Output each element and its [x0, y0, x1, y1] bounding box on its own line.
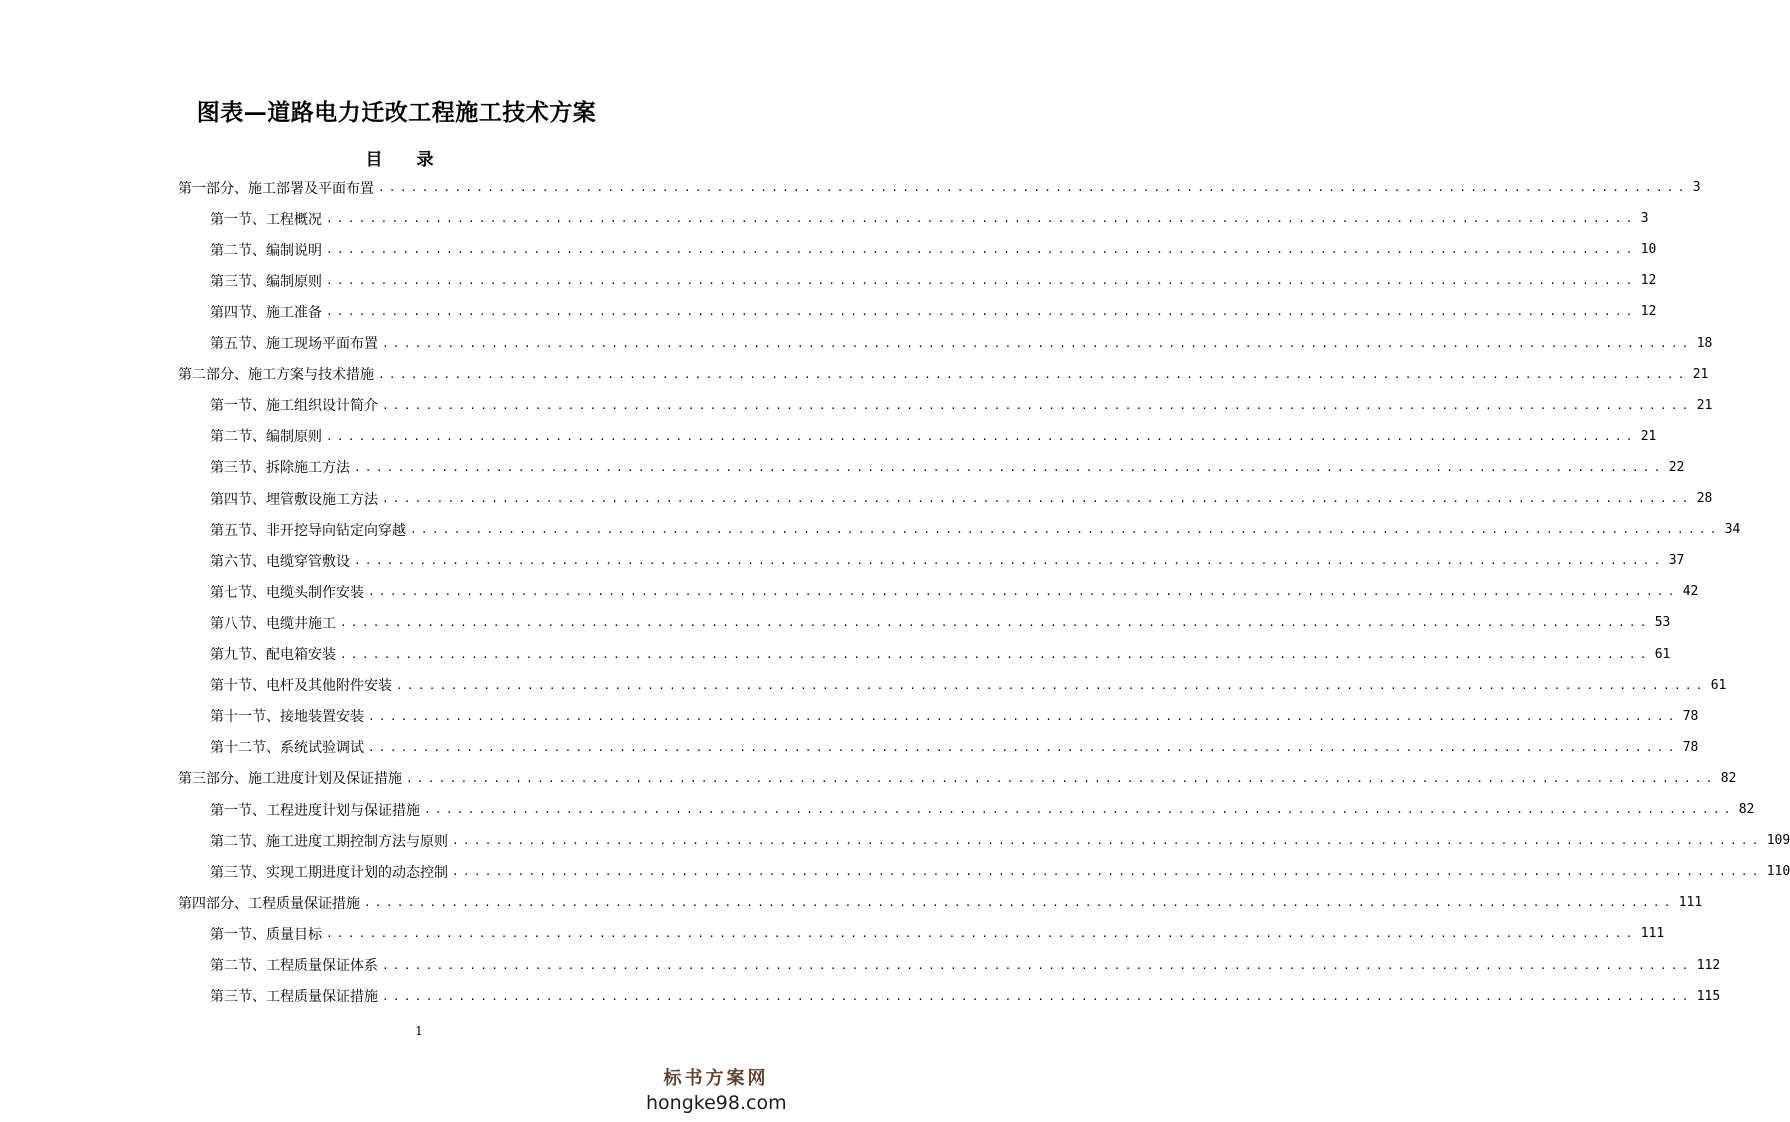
- toc-entry-page: 111: [1678, 895, 1703, 911]
- toc-entry-label: 第九节、配电箱安装: [210, 647, 336, 663]
- toc-entry[interactable]: [178, 887, 1703, 918]
- toc-entry-page: 82: [1720, 770, 1737, 786]
- toc-entry-page: 78: [1682, 708, 1699, 724]
- toc-entry-label: 第一节、施工组织设计简介: [210, 398, 378, 415]
- toc-dot-leader: ........................................................................................................................: [326, 212, 1637, 226]
- toc-dot-leader: ........................................................................................................................: [368, 585, 1679, 599]
- toc-entry-page: 21: [1692, 366, 1709, 382]
- toc-entry[interactable]: [178, 763, 1737, 794]
- toc-entry-page: 18: [1696, 335, 1713, 351]
- toc-entry[interactable]: [210, 825, 1790, 856]
- toc-dot-leader: ........................................................................................................................: [378, 367, 1689, 381]
- toc-dot-leader: ........................................................................................................................: [382, 989, 1693, 1003]
- toc-entry-page: 21: [1696, 397, 1713, 413]
- toc-entry-label: 第二部分、施工方案与技术措施: [178, 367, 374, 384]
- toc-entry-page: 22: [1668, 459, 1685, 475]
- toc-entry-page: 34: [1724, 522, 1741, 538]
- watermark-logo: [646, 1068, 786, 1116]
- toc-entry[interactable]: [210, 514, 1741, 545]
- toc-entry[interactable]: [210, 981, 1721, 1012]
- toc-dot-leader: ........................................................................................................................: [368, 740, 1679, 754]
- watermark-text-cn: 标书方案网: [663, 1068, 769, 1089]
- toc-entry-page: 112: [1696, 957, 1721, 973]
- toc-entry-label: 第四部分、工程质量保证措施: [178, 895, 360, 912]
- toc-entry[interactable]: [210, 576, 1699, 607]
- toc-entry[interactable]: [210, 918, 1665, 949]
- toc-entry[interactable]: [210, 452, 1685, 483]
- toc-dot-leader: ........................................................................................................................: [340, 616, 1651, 630]
- toc-entry-label: 第三节、工程质量保证措施: [210, 989, 378, 1006]
- toc-entry-label: 第二节、施工进度工期控制方法与原则: [210, 833, 448, 850]
- toc-dot-leader: ........................................................................................................................: [340, 647, 1651, 661]
- toc-entry-label: 第三节、拆除施工方法: [210, 460, 350, 477]
- toc-entry[interactable]: [210, 670, 1727, 701]
- toc-entry-label: 第五节、非开挖导向钻定向穿越: [210, 522, 406, 539]
- toc-entry-label: 第二节、编制说明: [210, 242, 322, 259]
- toc-entry[interactable]: [210, 421, 1657, 452]
- toc-dot-leader: ........................................................................................................................: [396, 678, 1707, 692]
- toc-entry-page: 12: [1640, 273, 1657, 289]
- toc-entry-page: 110: [1766, 864, 1790, 880]
- toc-dot-leader: ........................................................................................................................: [382, 398, 1693, 412]
- toc-dot-leader: ........................................................................................................................: [326, 927, 1637, 941]
- toc-dot-leader: ........................................................................................................................: [368, 709, 1679, 723]
- toc-entry[interactable]: [210, 545, 1685, 576]
- toc-entry-label: 第六节、电缆穿管敷设: [210, 553, 350, 570]
- toc-entry-label: 第十节、电杆及其他附件安装: [210, 678, 392, 695]
- toc-entry[interactable]: [178, 172, 1701, 203]
- toc-entry-page: 78: [1682, 739, 1699, 755]
- toc-dot-leader: ........................................................................................................................: [410, 523, 1721, 537]
- toc-entry-label: 第八节、电缆井施工: [210, 615, 336, 632]
- toc-entry-label: 第十二节、系统试验调试: [210, 740, 364, 757]
- toc-entry-label: 第一部分、施工部署及平面布置: [178, 180, 374, 197]
- toc-entry[interactable]: [210, 390, 1713, 421]
- watermark-text-en: hongke98.com: [646, 1092, 787, 1114]
- toc-entry-label: 第四节、埋管敷设施工方法: [210, 491, 378, 508]
- page-title: 图表—道路电力迁改工程施工技术方案: [196, 99, 597, 126]
- toc-entry-page: 61: [1710, 677, 1727, 693]
- toc-entry-page: 3: [1640, 211, 1649, 227]
- toc-entry[interactable]: [210, 701, 1699, 732]
- toc-entry[interactable]: [210, 328, 1713, 359]
- toc-entry-label: 第一节、工程概况: [210, 211, 322, 228]
- toc-entry[interactable]: [210, 234, 1657, 265]
- toc-entry-label: 第五节、施工现场平面布置: [210, 336, 378, 352]
- page-number: 1: [415, 1024, 423, 1038]
- toc-entry-page: 10: [1640, 242, 1657, 258]
- toc-dot-leader: ........................................................................................................................: [452, 865, 1763, 879]
- toc-dot-leader: ........................................................................................................................: [354, 554, 1665, 568]
- toc-entry-label: 第一节、质量目标: [210, 926, 322, 943]
- toc-heading: 目 录: [365, 150, 448, 170]
- toc-entry[interactable]: [210, 794, 1755, 825]
- toc-entry-page: 3: [1692, 180, 1701, 195]
- toc-entry-page: 53: [1654, 615, 1671, 631]
- toc-entry[interactable]: [210, 203, 1649, 234]
- toc-dot-leader: ........................................................................................................................: [382, 492, 1693, 505]
- toc-entry-label: 第三节、实现工期进度计划的动态控制: [210, 864, 448, 881]
- toc-entry[interactable]: [210, 856, 1790, 887]
- toc-entry-label: 第二节、编制原则: [210, 429, 322, 446]
- toc-entry[interactable]: [178, 359, 1709, 390]
- toc-entry-page: 109: [1766, 833, 1790, 849]
- toc-entry[interactable]: [210, 607, 1671, 638]
- toc-entry-page: 21: [1640, 428, 1657, 444]
- toc-dot-leader: ........................................................................................................................: [326, 429, 1637, 443]
- toc-dot-leader: ........................................................................................................................: [326, 305, 1637, 319]
- toc-entry-label: 第四节、施工准备: [210, 304, 322, 321]
- toc-dot-leader: ........................................................................................................................: [406, 771, 1717, 785]
- toc-entry-label: 第二节、工程质量保证体系: [210, 958, 378, 974]
- toc-dot-leader: ........................................................................................................................: [326, 243, 1637, 257]
- toc-dot-leader: ........................................................................................................................: [424, 803, 1735, 816]
- toc-entry[interactable]: [210, 483, 1713, 514]
- toc-entry[interactable]: [210, 639, 1671, 670]
- toc-dot-leader: ........................................................................................................................: [452, 834, 1763, 848]
- toc-dot-leader: ........................................................................................................................: [354, 460, 1665, 474]
- toc-entry-page: 82: [1738, 802, 1755, 817]
- toc-entry[interactable]: [210, 950, 1721, 981]
- toc-entry[interactable]: [210, 265, 1657, 296]
- toc-entry-label: 第十一节、接地装置安装: [210, 709, 364, 726]
- toc-entry-page: 28: [1696, 491, 1713, 506]
- toc-dot-leader: ........................................................................................................................: [382, 336, 1693, 350]
- toc-entry[interactable]: [210, 296, 1657, 327]
- toc-entry-page: 111: [1640, 926, 1665, 942]
- toc-entry-label: 第三部分、施工进度计划及保证措施: [178, 771, 402, 788]
- toc-dot-leader: ........................................................................................................................: [326, 274, 1637, 288]
- toc-entry-page: 61: [1654, 646, 1671, 662]
- toc-dot-leader: ........................................................................................................................: [382, 958, 1693, 972]
- toc-dot-leader: ........................................................................................................................: [378, 181, 1689, 194]
- toc-entry-page: 37: [1668, 553, 1685, 569]
- toc-entry-page: 42: [1682, 584, 1699, 600]
- toc-entry-page: 115: [1696, 988, 1721, 1004]
- toc-entry-label: 第一节、工程进度计划与保证措施: [210, 802, 420, 819]
- toc-dot-leader: ........................................................................................................................: [364, 896, 1675, 910]
- toc-entry-label: 第七节、电缆头制作安装: [210, 584, 364, 601]
- toc-entry[interactable]: [210, 732, 1699, 763]
- toc-entry-label: 第三节、编制原则: [210, 273, 322, 290]
- toc-entry-page: 12: [1640, 304, 1657, 320]
